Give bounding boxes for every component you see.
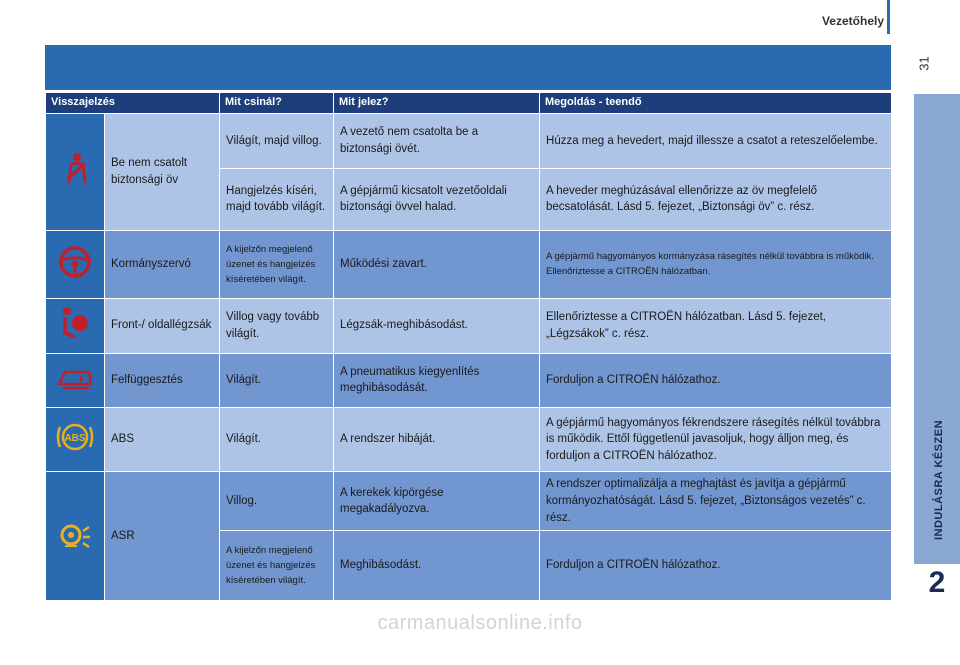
solution-cell: A rendszer optimalizálja a meghajtást és javítja a gépjármű kormányozhatóságát. Lásd 5. fejezet, „Biztonságos vezetés” c. rész. (540, 472, 892, 531)
table-row (46, 408, 892, 472)
header-meaning: Mit jelez? (334, 93, 540, 114)
table-row (46, 472, 892, 531)
steering-wheel-icon (46, 230, 105, 298)
action-cell: A kijelzőn megjelenő üzenet és hangjelzés kíséretében világít. (220, 230, 334, 298)
action-cell: Hangjelzés kíséri, majd tovább világít. (220, 168, 334, 230)
table-row (46, 230, 892, 298)
meaning-cell: A gépjármű kicsatolt vezetőoldali biztonsági övvel halad. (334, 168, 540, 230)
action-cell: A kijelzőn megjelenő üzenet és hangjelzés kíséretében világít. (220, 531, 334, 601)
solution-cell: A gépjármű hagyományos kormányzása rásegítés nélkül továbbra is működik. Ellenőriztesse a CITROËN hálózatban. (540, 230, 892, 298)
warning-label: ASR (105, 472, 220, 601)
solution-cell: Forduljon a CITROËN hálózathoz. (540, 531, 892, 601)
warning-label: Kormányszervó (105, 230, 220, 298)
warning-label: Front-/ oldallégzsák (105, 298, 220, 353)
chapter-label: INDULÁSRA KÉSZEN (933, 419, 945, 541)
meaning-cell: Légzsák-meghibásodást. (334, 298, 540, 353)
table-top-band (45, 45, 891, 90)
table-row (46, 353, 892, 408)
solution-cell: Ellenőriztesse a CITROËN hálózatban. Lásd 5. fejezet, „Légzsákok” c. rész. (540, 298, 892, 353)
warning-lights-table (45, 92, 892, 601)
chapter-number: 2 (928, 566, 946, 599)
table-row (46, 113, 892, 168)
table-header-row (46, 93, 892, 114)
watermark: carmanualsonline.info (377, 612, 583, 634)
meaning-cell: Működési zavart. (334, 230, 540, 298)
solution-cell: Forduljon a CITROËN hálózathoz. (540, 353, 892, 408)
header-solution: Megoldás - teendő (540, 93, 892, 114)
meaning-cell: A kerekek kipörgése megakadályozva. (334, 472, 540, 531)
page-header-title: Vezetőhely (821, 14, 884, 28)
solution-cell: A heveder meghúzásával ellenőrizze az öv megfelelő becsatolását. Lásd 5. fejezet, „Biztonsági öv” c. rész. (540, 168, 892, 230)
seatbelt-warning-icon (46, 113, 105, 230)
airbag-icon (46, 298, 105, 353)
solution-cell: Húzza meg a hevedert, majd illessze a csatot a reteszelőelembe. (540, 113, 892, 168)
action-cell: Villog vagy tovább világít. (220, 298, 334, 353)
meaning-cell: A rendszer hibáját. (334, 408, 540, 472)
meaning-cell: A pneumatikus kiegyenlítés meghibásodását. (334, 353, 540, 408)
action-cell: Világít. (220, 353, 334, 408)
action-cell: Világít, majd villog. (220, 113, 334, 168)
asr-icon (46, 472, 105, 601)
suspension-icon (46, 353, 105, 408)
header-action: Mit csinál? (220, 93, 334, 114)
action-cell: Világít. (220, 408, 334, 472)
warning-label: Felfüggesztés (105, 353, 220, 408)
table-row (46, 298, 892, 353)
page-number: 31 (916, 56, 932, 71)
abs-icon-text: ABS (64, 432, 86, 444)
chapter-side-tab (914, 94, 960, 564)
warning-label: ABS (105, 408, 220, 472)
header-warning: Visszajelzés (46, 93, 220, 114)
solution-cell: A gépjármű hagyományos fékrendszere rásegítés nélkül továbbra is működik. Ettől függetlenül javasoljuk, hogy álljon meg, és forduljon a CITROËN hálózathoz. (540, 408, 892, 472)
action-cell: Villog. (220, 472, 334, 531)
meaning-cell: A vezető nem csatolta be a biztonsági övét. (334, 113, 540, 168)
header-accent-bar (887, 0, 890, 34)
meaning-cell: Meghibásodást. (334, 531, 540, 601)
abs-icon (46, 408, 105, 472)
warning-label: Be nem csatolt biztonsági öv (105, 113, 220, 230)
